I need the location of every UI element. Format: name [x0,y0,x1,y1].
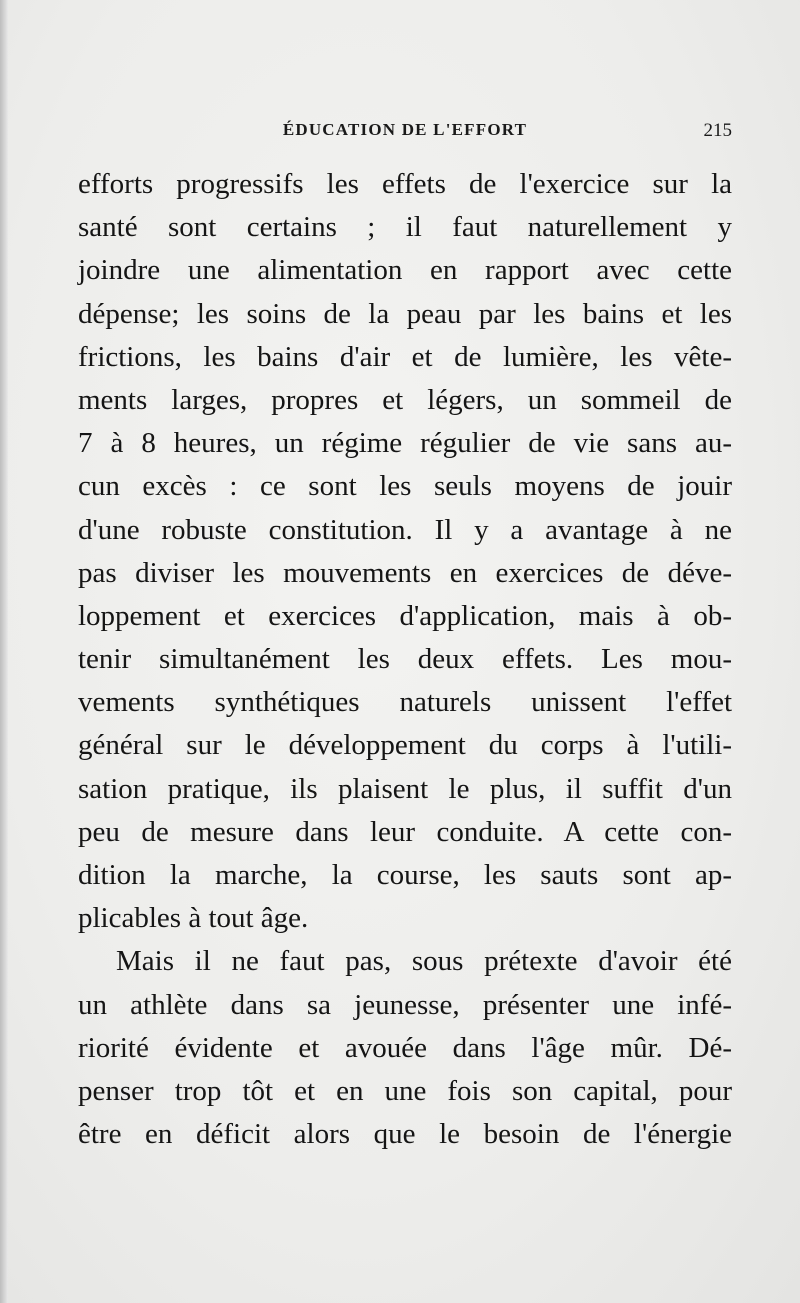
text-line: pas diviser les mouvements en exercices de déve- [78,556,732,589]
body-text [78,163,732,1156]
text-line: efforts progressifs les effets de l'exercice sur la [78,168,732,200]
text-line: riorité évidente et avouée dans l'âge mûr. Dé- [78,1031,732,1064]
text-line: être en déficit alors que le besoin de l'énergie [78,1118,732,1151]
text-line: 7 à 8 heures, un régime régulier de vie sans au- [78,427,732,460]
text-line: sation pratique, ils plaisent le plus, il suffit d'un [78,772,732,805]
page-edge-shadow [0,0,8,1303]
text-line: joindre une alimentation en rapport avec cette [78,254,732,287]
text-line: vements synthétiques naturels unissent l'effet [78,686,732,719]
text-line: santé sont certains ; il faut naturellement y [78,211,732,244]
running-title: ÉDUCATION DE L'EFFORT [282,120,528,139]
text-line: d'une robuste constitution. Il y a avantage à ne [78,513,732,546]
text-line: dépense; les soins de la peau par les bains et les [78,297,732,330]
page-number: 215 [703,120,732,141]
text-line: dition la marche, la course, les sauts sont ap- [78,859,732,891]
paragraph-start-line: Mais il ne faut pas, sous prétexte d'avoir été [116,945,732,978]
text-line: loppement et exercices d'application, mais à ob- [78,599,732,632]
text-line: un athlète dans sa jeunesse, présenter une infé- [78,988,732,1021]
text-line: général sur le développement du corps à l'utili- [78,729,732,762]
text-line: frictions, les bains d'air et de lumière, les vête- [78,340,732,373]
text-line: ments larges, propres et légers, un sommeil de [78,383,732,416]
text-line: tenir simultanément les deux effets. Les mou- [78,643,732,676]
text-line: cun excès : ce sont les seuls moyens de jouir [78,470,732,503]
text-line: peu de mesure dans leur conduite. A cette con- [78,815,732,848]
paragraph-end-line: plicables à tout âge. [78,902,309,935]
text-line: penser trop tôt et en une fois son capital, pour [78,1074,732,1107]
page-header [78,120,732,144]
